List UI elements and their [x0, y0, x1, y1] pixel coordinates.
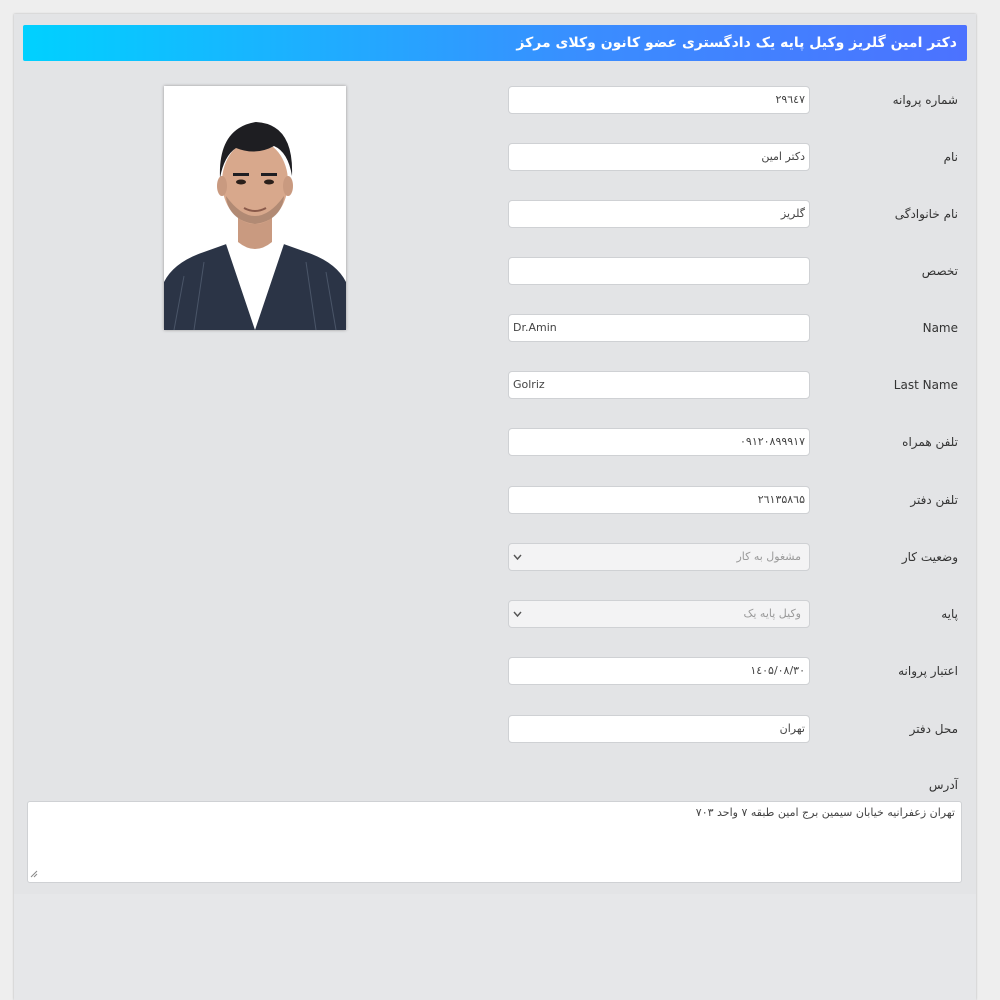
name-en-label: Name — [922, 321, 958, 335]
office-phone-label: تلفن دفتر — [910, 493, 958, 507]
address-label: آدرس — [928, 778, 958, 792]
grade-select[interactable] — [508, 600, 810, 628]
license-validity-field[interactable]: ۱٤۰۵/۰۸/۳۰ — [508, 657, 810, 685]
chevron-down-icon — [513, 602, 522, 628]
license-validity-label: اعتبار پروانه — [898, 664, 958, 678]
license-number-label: شماره پروانه — [892, 93, 958, 107]
profile-header — [23, 25, 967, 61]
license-number-field[interactable]: ۲۹٦٤٧ — [508, 86, 810, 114]
office-phone-field[interactable]: ۲٦۱۳۵۸٦۵ — [508, 486, 810, 514]
work-status-value: مشغول به کار — [736, 550, 801, 563]
name-en-field[interactable]: Dr.Amin — [508, 314, 810, 342]
address-value: تهران زعفرانیه خیابان سیمین برج امین طبقه ۷ واحد ۷۰۳ — [695, 806, 955, 819]
last-name-fa-field[interactable]: گلریز — [508, 200, 810, 228]
person-portrait-icon — [164, 86, 346, 330]
last-name-en-field[interactable]: Golriz — [508, 371, 810, 399]
office-location-label: محل دفتر — [909, 722, 958, 736]
grade-value: وکیل پایه یک — [743, 607, 801, 620]
address-textarea[interactable] — [27, 801, 962, 883]
mobile-field[interactable]: ۰۹۱۲۰۸۹۹۹۱۷ — [508, 428, 810, 456]
work-status-label: وضعیت کار — [901, 550, 958, 564]
last-name-fa-label: نام خانوادگی — [894, 207, 958, 221]
lawyer-photo — [164, 86, 346, 330]
page-title: دکتر امین گلریز وکیل پایه یک دادگستری عضو کانون وکلای مرکز — [516, 35, 957, 51]
first-name-label: نام — [943, 150, 958, 164]
chevron-down-icon — [513, 545, 522, 571]
grade-label: پایه — [941, 607, 958, 621]
specialty-label: تخصص — [921, 264, 958, 278]
resize-handle-icon[interactable] — [30, 870, 38, 881]
specialty-field[interactable] — [508, 257, 810, 285]
mobile-label: تلفن همراه — [902, 435, 958, 449]
profile-form-area — [14, 14, 976, 894]
last-name-en-label: Last Name — [893, 378, 958, 392]
work-status-select[interactable] — [508, 543, 810, 571]
office-location-field[interactable]: تهران — [508, 715, 810, 743]
first-name-field[interactable]: دکتر امین — [508, 143, 810, 171]
